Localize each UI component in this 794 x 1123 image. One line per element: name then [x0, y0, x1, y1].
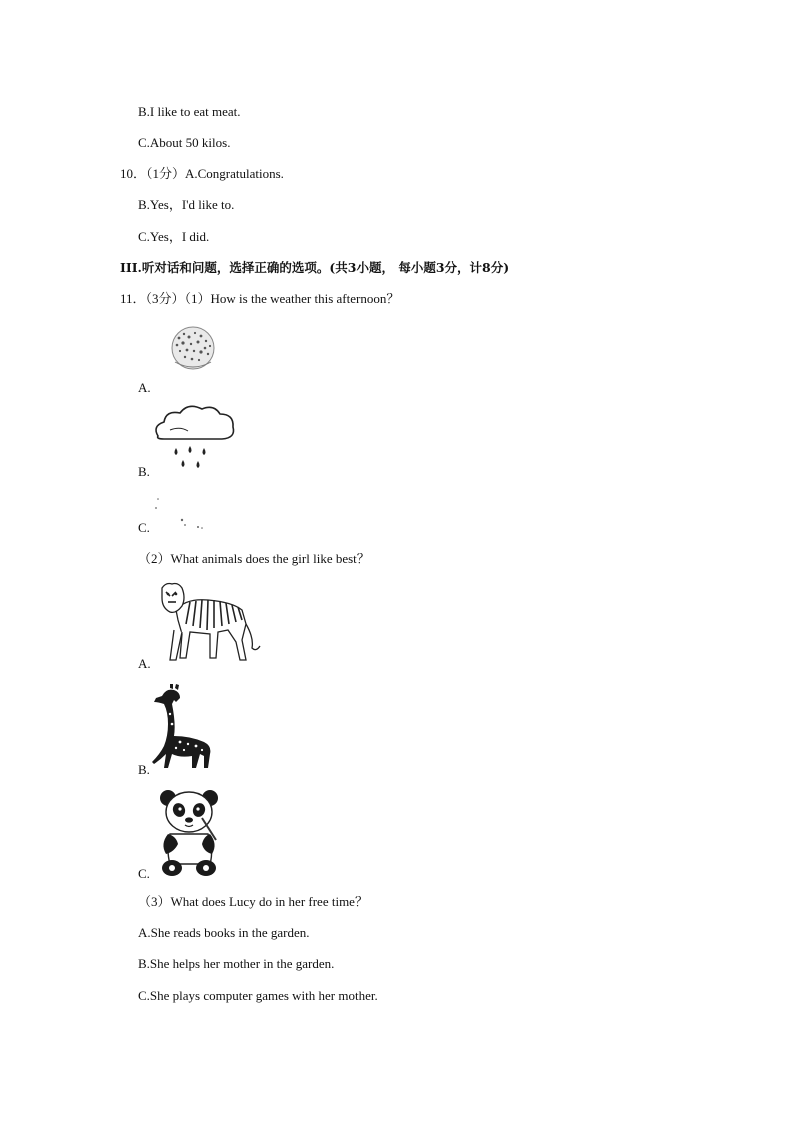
- q11-2-label-b: B.: [138, 762, 150, 777]
- q11-1-label-b: B.: [138, 464, 150, 479]
- q10-option-c: C.Yes，I did.: [138, 229, 210, 244]
- section-heading: III.听对话和问题，选择正确的选项。(共3小题， 每小题3分，计8分): [120, 260, 510, 275]
- q11-3-question: （3）What does Lucy do in her free time？: [138, 894, 368, 909]
- giraffe-icon: [150, 684, 216, 774]
- q11-3-option-a: A.She reads books in the garden.: [138, 925, 310, 940]
- q11-2-label-a: A.: [138, 656, 151, 671]
- q11-stem: 11．（3分）（1）How is the weather this afternoon？: [120, 291, 400, 306]
- q10-option-b: B.Yes，I'd like to.: [138, 197, 235, 212]
- cloudy-moon-icon: [165, 324, 219, 372]
- panda-icon: [158, 788, 222, 878]
- q11-2-question: （2）What animals does the girl like best？: [138, 551, 370, 566]
- q9-option-b: B.I like to eat meat.: [138, 104, 241, 119]
- tiger-icon: [156, 580, 262, 664]
- q11-3-option-c: C.She plays computer games with her mother.: [138, 988, 378, 1003]
- q11-1-label-a: A.: [138, 380, 151, 395]
- q11-3-option-b: B.She helps her mother in the garden.: [138, 956, 335, 971]
- rain-cloud-icon: [150, 400, 238, 476]
- faint-sun-icon: [150, 494, 210, 534]
- q11-1-label-c: C.: [138, 520, 150, 535]
- q11-2-label-c: C.: [138, 866, 150, 881]
- q10-stem: 10．（1分）A.Congratulations.: [120, 166, 284, 181]
- q9-option-c: C.About 50 kilos.: [138, 135, 231, 150]
